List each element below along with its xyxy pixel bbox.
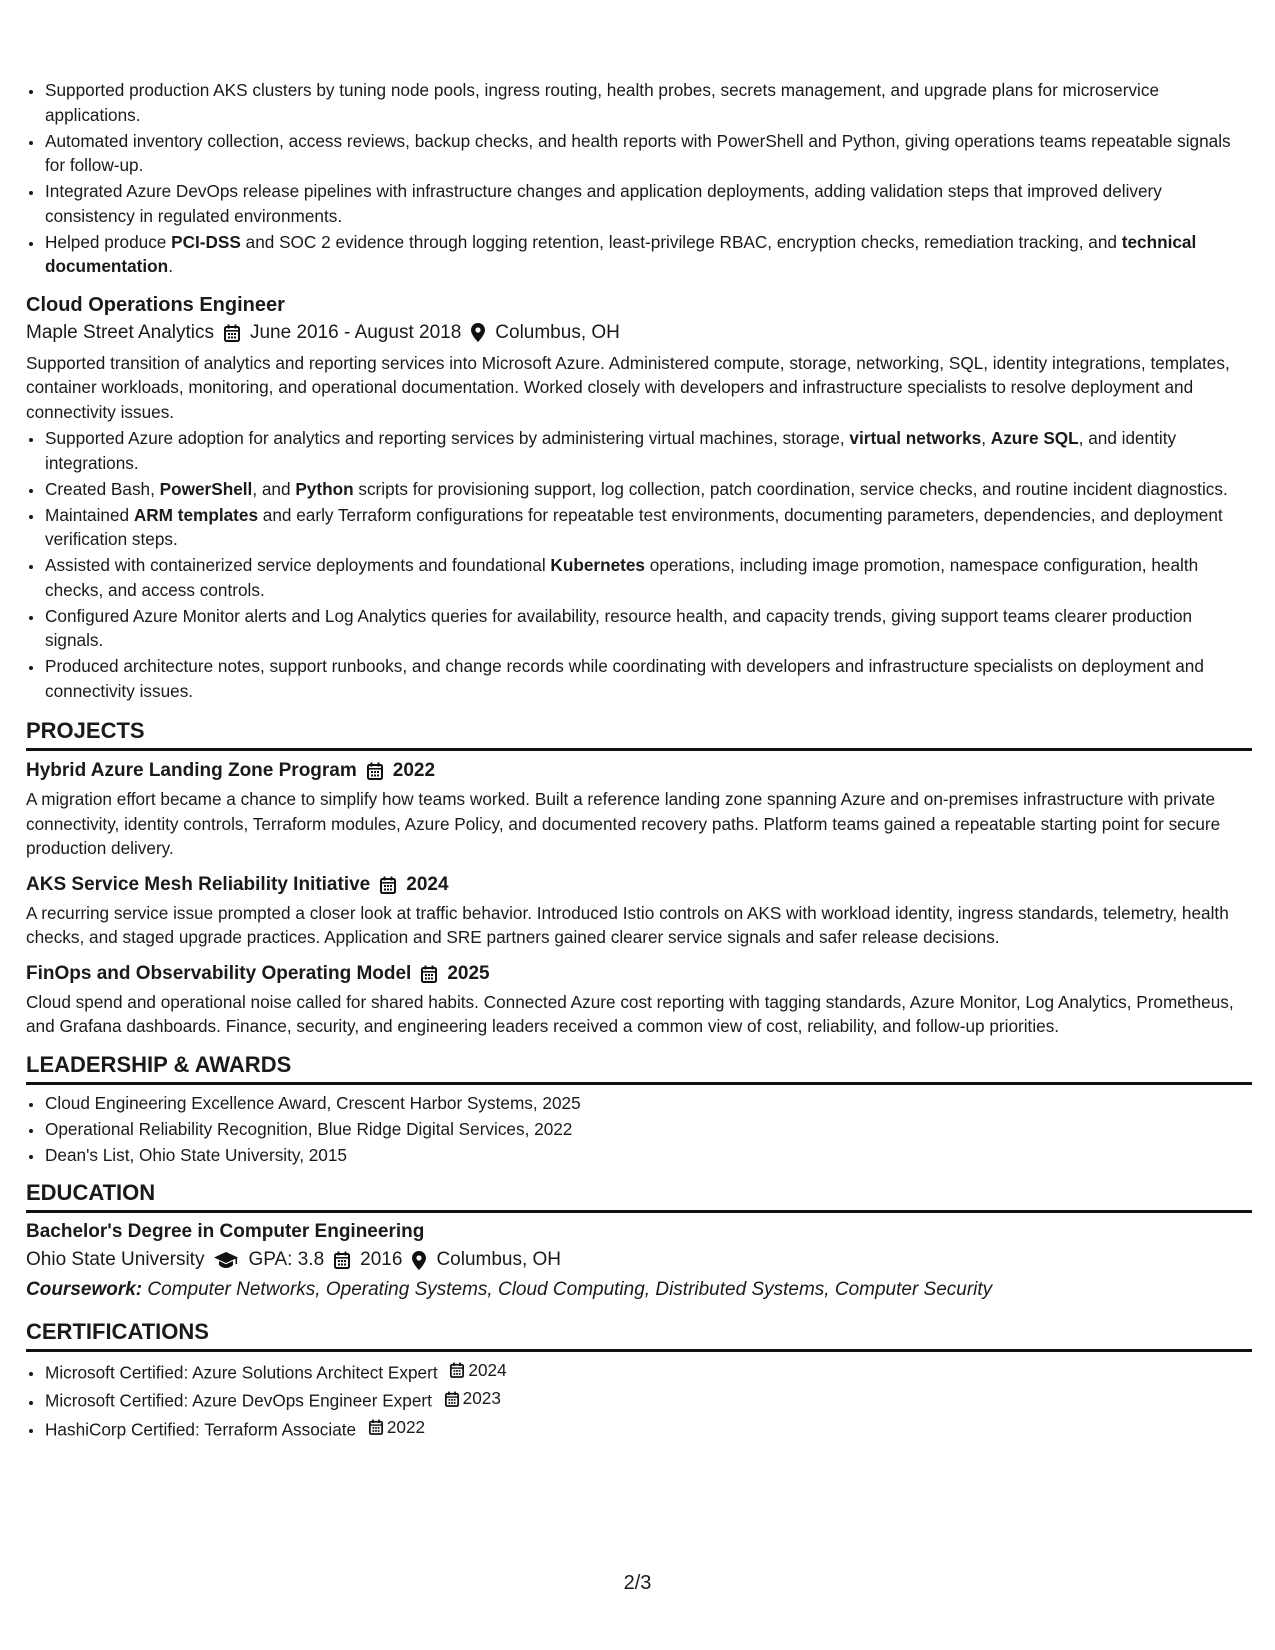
coursework xyxy=(26,1276,1252,1304)
project-year: 2024 xyxy=(406,873,449,895)
coursework-list: Computer Networks, Operating Systems, Cloud Computing, Distributed Systems, Computer Security xyxy=(147,1279,993,1300)
project-entry xyxy=(26,871,1252,950)
section-title-education: EDUCATION xyxy=(26,1179,1252,1213)
award-item: • Cloud Engineering Excellence Award, Crescent Harbor Systems, 2025 xyxy=(44,1091,1252,1116)
award-item: • Dean's List, Ohio State University, 2015 xyxy=(44,1143,1252,1168)
section-title-projects: PROJECTS xyxy=(26,717,1252,751)
graduation-year: 2016 xyxy=(360,1249,403,1270)
bullet-item: • Created Bash, PowerShell, and Python scripts for provisioning support, log collection, patch coordination, service checks, and routine incident diagnostics. xyxy=(44,477,1252,502)
bullet-item: • Helped produce PCI-DSS and SOC 2 evidence through logging retention, least-privilege RBAC, encryption checks, remediation tracking, and technical documentation. xyxy=(44,230,1252,279)
certification-year: 2022 xyxy=(386,1416,426,1437)
gpa: GPA: 3.8 xyxy=(248,1249,325,1270)
school-location: Columbus, OH xyxy=(436,1249,562,1270)
project-description: A migration effort became a chance to simplify how teams worked. Built a reference landing zone spanning Azure and on-premises infrastructure with private connectivity, identity controls, Terraform modules, Azure Policy, and documented recovery paths. Platform teams gained a repeatable starting point for secure production delivery. xyxy=(26,789,1221,858)
bullet-item: • Supported production AKS clusters by tuning node pools, ingress routing, health probes, secrets management, and upgrade plans for microservice applications. xyxy=(44,78,1252,127)
certification-item xyxy=(44,1386,1252,1413)
leadership-section xyxy=(26,1051,1252,1168)
job-entry xyxy=(26,291,1252,704)
certifications-section xyxy=(26,1318,1252,1441)
calendar-icon xyxy=(367,762,383,780)
section-title-leadership: LEADERSHIP & AWARDS xyxy=(26,1051,1252,1085)
certification-name: Microsoft Certified: Azure Solutions Architect Expert xyxy=(45,1362,438,1383)
map-pin-icon xyxy=(412,1251,426,1270)
bullet-item: • Supported Azure adoption for analytics and reporting services by administering virtual machines, storage, virtual networks, Azure SQL, and identity integrations. xyxy=(44,426,1252,475)
bullet-item: • Assisted with containerized service deployments and foundational Kubernetes operations, including image promotion, namespace configuration, health checks, and access controls. xyxy=(44,553,1252,602)
job-description: Supported transition of analytics and reporting services into Microsoft Azure. Administered compute, storage, networking, SQL, identity integrations, templates, container workloads, monitoring, and operational documentation. Worked closely with developers and infrastructure specialists to resolve deployment and connectivity issues. xyxy=(26,352,1230,422)
section-title-certifications: CERTIFICATIONS xyxy=(26,1318,1252,1352)
job-meta xyxy=(26,319,1252,347)
project-entry xyxy=(26,757,1252,861)
resume-page xyxy=(26,78,1252,1443)
certification-item xyxy=(44,1415,1252,1442)
certification-year: 2023 xyxy=(462,1388,501,1409)
project-description: A recurring service issue prompted a closer look at traffic behavior. Introduced Istio controls on AKS with workload identity, ingress standards, telemetry, health checks, and staged upgrade practices. Application and SRE partners gained clearer service signals and safer release decisions. xyxy=(26,902,1229,947)
project-title: FinOps and Observability Operating Model xyxy=(26,962,412,984)
project-title: AKS Service Mesh Reliability Initiative xyxy=(26,873,371,895)
project-title: Hybrid Azure Landing Zone Program xyxy=(26,760,357,781)
job-bullets xyxy=(26,426,1252,703)
calendar-icon xyxy=(380,876,396,894)
project-year: 2022 xyxy=(392,760,436,781)
calendar-icon xyxy=(334,1251,350,1269)
project-year: 2025 xyxy=(447,962,490,984)
coursework-label: Coursework: xyxy=(26,1279,143,1300)
company-name: Maple Street Analytics xyxy=(26,321,214,343)
certification-item xyxy=(44,1358,1252,1385)
calendar-icon xyxy=(369,1419,383,1435)
calendar-icon xyxy=(421,965,437,983)
project-entry xyxy=(26,960,1252,1039)
award-item: • Operational Reliability Recognition, Blue Ridge Digital Services, 2022 xyxy=(44,1117,1252,1142)
map-pin-icon xyxy=(471,323,485,342)
job-title: Cloud Operations Engineer xyxy=(26,293,285,316)
project-description: Cloud spend and operational noise called for shared habits. Connected Azure cost reporting with tagging standards, Azure Monitor, Log Analytics, Prometheus, and Grafana dashboards. Finance, security, and engineering leaders received a common view of cost, reliability, and follow-up priorities. xyxy=(26,991,1234,1036)
graduation-cap-icon xyxy=(214,1251,238,1269)
page-number: 2/3 xyxy=(623,1572,652,1594)
job-location: Columbus, OH xyxy=(495,321,620,343)
calendar-icon xyxy=(445,1391,459,1407)
bullet-item: • Automated inventory collection, access reviews, backup checks, and health reports with PowerShell and Python, giving operations teams repeatable signals for follow-up. xyxy=(44,129,1252,178)
certification-name: Microsoft Certified: Azure DevOps Engineer Expert xyxy=(45,1390,432,1411)
calendar-icon xyxy=(224,324,240,342)
certification-name: HashiCorp Certified: Terraform Associate xyxy=(45,1418,357,1439)
degree-title: Bachelor's Degree in Computer Engineering xyxy=(26,1221,425,1242)
school-name: Ohio State University xyxy=(26,1249,205,1270)
bullet-item: • Maintained ARM templates and early Terraform configurations for repeatable test environments, documenting parameters, dependencies, and deployment verification steps. xyxy=(44,503,1252,552)
bullet-item: • Integrated Azure DevOps release pipelines with infrastructure changes and application deployments, adding validation steps that improved delivery consistency in regulated environments. xyxy=(44,179,1252,228)
certifications-list xyxy=(26,1358,1252,1441)
bullet-item: • Configured Azure Monitor alerts and Log Analytics queries for availability, resource health, and capacity trends, giving support teams clearer production signals. xyxy=(44,604,1252,653)
calendar-icon xyxy=(450,1362,464,1378)
bullet-item: • Produced architecture notes, support runbooks, and change records while coordinating with developers and infrastructure specialists on deployment and connectivity issues. xyxy=(44,654,1252,703)
education-meta xyxy=(26,1246,1252,1274)
previous-job-bullets xyxy=(26,78,1252,279)
job-dates: June 2016 - August 2018 xyxy=(249,321,462,343)
projects-section xyxy=(26,717,1252,1039)
certification-year: 2024 xyxy=(468,1360,507,1380)
education-section xyxy=(26,1179,1252,1304)
awards-list xyxy=(26,1091,1252,1168)
